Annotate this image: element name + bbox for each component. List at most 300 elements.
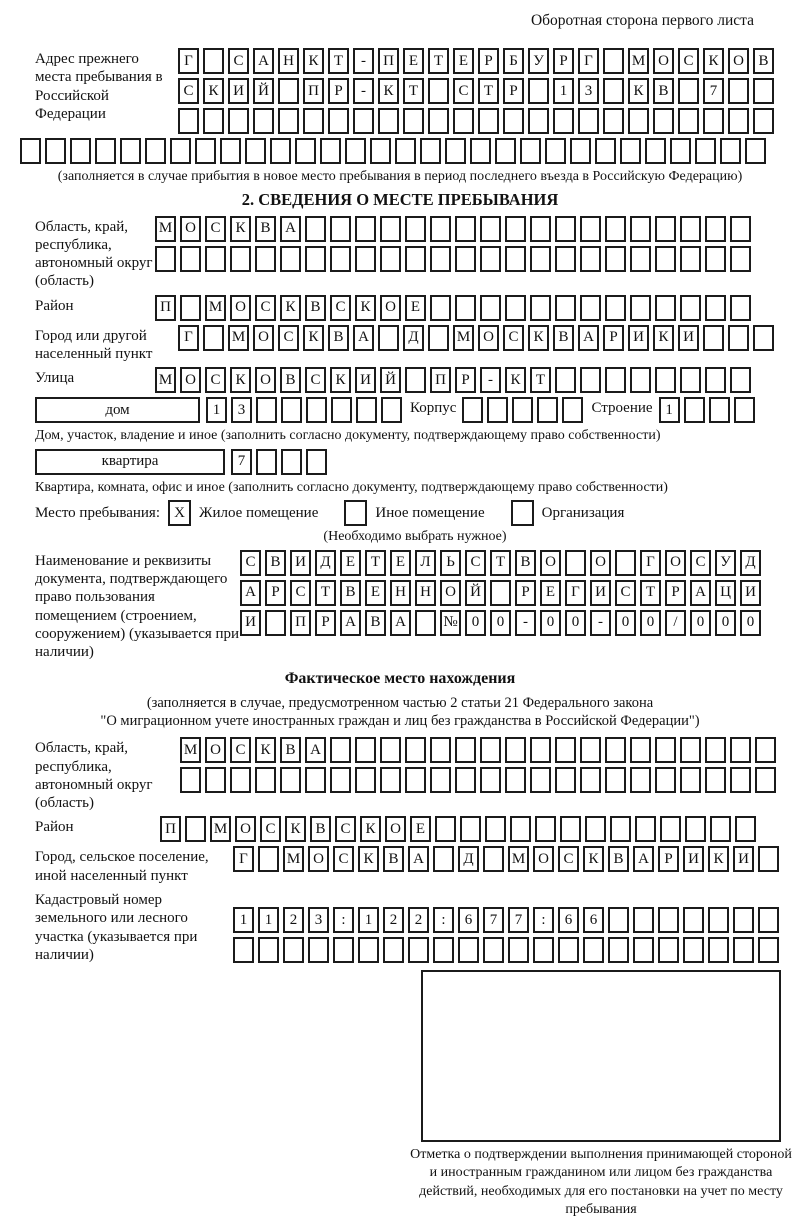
char-cell[interactable]: [608, 907, 629, 933]
char-cell[interactable]: [378, 325, 399, 351]
char-cell[interactable]: 2: [408, 907, 429, 933]
char-cell[interactable]: [653, 108, 674, 134]
char-cell[interactable]: [680, 216, 701, 242]
char-cell[interactable]: [490, 580, 511, 606]
char-cell[interactable]: [155, 246, 176, 272]
char-cell[interactable]: Г: [578, 48, 599, 74]
char-cell[interactable]: [695, 138, 716, 164]
char-cell[interactable]: Н: [390, 580, 411, 606]
char-cell[interactable]: [420, 138, 441, 164]
char-cell[interactable]: [405, 737, 426, 763]
char-cell[interactable]: [245, 138, 266, 164]
char-cell[interactable]: [330, 246, 351, 272]
char-cell[interactable]: [628, 108, 649, 134]
char-cell[interactable]: К: [360, 816, 381, 842]
char-cell[interactable]: 1: [206, 397, 227, 423]
char-cell[interactable]: [487, 397, 508, 423]
char-cell[interactable]: В: [383, 846, 404, 872]
char-cell[interactable]: Г: [640, 550, 661, 576]
char-cell[interactable]: [478, 108, 499, 134]
char-cell[interactable]: Б: [503, 48, 524, 74]
char-cell[interactable]: [528, 108, 549, 134]
char-cell[interactable]: А: [633, 846, 654, 872]
char-cell[interactable]: [328, 108, 349, 134]
char-cell[interactable]: [320, 138, 341, 164]
char-cell[interactable]: -: [353, 48, 374, 74]
char-cell[interactable]: [380, 737, 401, 763]
char-cell[interactable]: [630, 767, 651, 793]
char-cell[interactable]: А: [253, 48, 274, 74]
char-cell[interactable]: К: [303, 48, 324, 74]
char-cell[interactable]: [535, 816, 556, 842]
char-cell[interactable]: [730, 295, 751, 321]
char-cell[interactable]: [570, 138, 591, 164]
char-cell[interactable]: О: [205, 737, 226, 763]
char-cell[interactable]: Р: [658, 846, 679, 872]
char-cell[interactable]: [678, 108, 699, 134]
char-cell[interactable]: 0: [465, 610, 486, 636]
char-cell[interactable]: [705, 295, 726, 321]
char-cell[interactable]: [595, 138, 616, 164]
char-cell[interactable]: С: [465, 550, 486, 576]
char-cell[interactable]: С: [333, 846, 354, 872]
char-cell[interactable]: [708, 937, 729, 963]
char-cell[interactable]: [703, 325, 724, 351]
char-cell[interactable]: А: [240, 580, 261, 606]
char-cell[interactable]: К: [528, 325, 549, 351]
char-cell[interactable]: [460, 816, 481, 842]
char-cell[interactable]: [680, 246, 701, 272]
char-cell[interactable]: [708, 907, 729, 933]
char-cell[interactable]: Е: [410, 816, 431, 842]
char-cell[interactable]: [195, 138, 216, 164]
char-cell[interactable]: [730, 367, 751, 393]
char-cell[interactable]: 7: [483, 907, 504, 933]
char-cell[interactable]: [755, 767, 776, 793]
char-cell[interactable]: Т: [490, 550, 511, 576]
char-cell[interactable]: О: [385, 816, 406, 842]
char-cell[interactable]: С: [255, 295, 276, 321]
char-cell[interactable]: [510, 816, 531, 842]
char-cell[interactable]: [630, 295, 651, 321]
apartment-box[interactable]: [35, 449, 225, 475]
char-cell[interactable]: К: [230, 216, 251, 242]
char-cell[interactable]: [355, 246, 376, 272]
char-cell[interactable]: К: [285, 816, 306, 842]
char-cell[interactable]: [203, 108, 224, 134]
char-cell[interactable]: О: [180, 216, 201, 242]
char-cell[interactable]: [228, 108, 249, 134]
char-cell[interactable]: К: [330, 367, 351, 393]
char-cell[interactable]: [405, 767, 426, 793]
char-cell[interactable]: [428, 325, 449, 351]
char-cell[interactable]: [705, 737, 726, 763]
char-cell[interactable]: [730, 737, 751, 763]
char-cell[interactable]: А: [408, 846, 429, 872]
char-cell[interactable]: Т: [328, 48, 349, 74]
char-cell[interactable]: [253, 108, 274, 134]
char-cell[interactable]: И: [683, 846, 704, 872]
char-cell[interactable]: К: [303, 325, 324, 351]
char-cell[interactable]: [533, 937, 554, 963]
char-cell[interactable]: О: [540, 550, 561, 576]
char-cell[interactable]: 1: [659, 397, 680, 423]
char-cell[interactable]: [655, 246, 676, 272]
char-cell[interactable]: [306, 397, 327, 423]
char-cell[interactable]: [480, 216, 501, 242]
char-cell[interactable]: Н: [415, 580, 436, 606]
char-cell[interactable]: Й: [253, 78, 274, 104]
char-cell[interactable]: [480, 737, 501, 763]
char-cell[interactable]: В: [653, 78, 674, 104]
char-cell[interactable]: А: [340, 610, 361, 636]
char-cell[interactable]: О: [478, 325, 499, 351]
char-cell[interactable]: [705, 216, 726, 242]
char-cell[interactable]: И: [240, 610, 261, 636]
char-cell[interactable]: 3: [231, 397, 252, 423]
char-cell[interactable]: 7: [231, 449, 252, 475]
char-cell[interactable]: [45, 138, 66, 164]
stay-type-checkbox-residential[interactable]: X: [168, 500, 191, 526]
char-cell[interactable]: [733, 937, 754, 963]
char-cell[interactable]: [530, 737, 551, 763]
char-cell[interactable]: 1: [258, 907, 279, 933]
char-cell[interactable]: О: [665, 550, 686, 576]
char-cell[interactable]: 1: [358, 907, 379, 933]
char-cell[interactable]: А: [578, 325, 599, 351]
char-cell[interactable]: 0: [740, 610, 761, 636]
char-cell[interactable]: [680, 367, 701, 393]
char-cell[interactable]: Г: [178, 48, 199, 74]
char-cell[interactable]: [703, 108, 724, 134]
char-cell[interactable]: 0: [640, 610, 661, 636]
char-cell[interactable]: Т: [428, 48, 449, 74]
char-cell[interactable]: [353, 108, 374, 134]
char-cell[interactable]: 2: [383, 907, 404, 933]
char-cell[interactable]: :: [533, 907, 554, 933]
char-cell[interactable]: [580, 246, 601, 272]
char-cell[interactable]: А: [690, 580, 711, 606]
char-cell[interactable]: [120, 138, 141, 164]
char-cell[interactable]: В: [280, 737, 301, 763]
char-cell[interactable]: К: [203, 78, 224, 104]
char-cell[interactable]: [381, 397, 402, 423]
char-cell[interactable]: К: [255, 737, 276, 763]
char-cell[interactable]: [430, 246, 451, 272]
char-cell[interactable]: [680, 295, 701, 321]
char-cell[interactable]: К: [378, 78, 399, 104]
char-cell[interactable]: [680, 737, 701, 763]
char-cell[interactable]: О: [653, 48, 674, 74]
char-cell[interactable]: [185, 816, 206, 842]
char-cell[interactable]: [333, 937, 354, 963]
char-cell[interactable]: 0: [540, 610, 561, 636]
char-cell[interactable]: [580, 737, 601, 763]
char-cell[interactable]: [734, 397, 755, 423]
char-cell[interactable]: [485, 816, 506, 842]
char-cell[interactable]: О: [230, 295, 251, 321]
char-cell[interactable]: К: [230, 367, 251, 393]
char-cell[interactable]: С: [205, 216, 226, 242]
char-cell[interactable]: С: [335, 816, 356, 842]
char-cell[interactable]: К: [358, 846, 379, 872]
char-cell[interactable]: С: [558, 846, 579, 872]
char-cell[interactable]: Т: [365, 550, 386, 576]
char-cell[interactable]: Е: [390, 550, 411, 576]
char-cell[interactable]: [430, 295, 451, 321]
char-cell[interactable]: [530, 246, 551, 272]
char-cell[interactable]: [730, 246, 751, 272]
char-cell[interactable]: 0: [490, 610, 511, 636]
char-cell[interactable]: [545, 138, 566, 164]
char-cell[interactable]: [755, 737, 776, 763]
char-cell[interactable]: О: [440, 580, 461, 606]
char-cell[interactable]: [705, 246, 726, 272]
char-cell[interactable]: [428, 78, 449, 104]
char-cell[interactable]: [730, 767, 751, 793]
char-cell[interactable]: [503, 108, 524, 134]
char-cell[interactable]: [178, 108, 199, 134]
char-cell[interactable]: [306, 449, 327, 475]
char-cell[interactable]: [620, 138, 641, 164]
char-cell[interactable]: [453, 108, 474, 134]
char-cell[interactable]: [709, 397, 730, 423]
char-cell[interactable]: [753, 325, 774, 351]
char-cell[interactable]: В: [608, 846, 629, 872]
char-cell[interactable]: :: [433, 907, 454, 933]
stay-type-checkbox-organization[interactable]: [511, 500, 534, 526]
char-cell[interactable]: Т: [640, 580, 661, 606]
char-cell[interactable]: Д: [740, 550, 761, 576]
char-cell[interactable]: 6: [558, 907, 579, 933]
char-cell[interactable]: [660, 816, 681, 842]
char-cell[interactable]: Д: [403, 325, 424, 351]
char-cell[interactable]: 7: [508, 907, 529, 933]
char-cell[interactable]: [730, 216, 751, 242]
char-cell[interactable]: [560, 816, 581, 842]
char-cell[interactable]: В: [365, 610, 386, 636]
char-cell[interactable]: [655, 767, 676, 793]
char-cell[interactable]: [684, 397, 705, 423]
char-cell[interactable]: [728, 108, 749, 134]
char-cell[interactable]: [655, 216, 676, 242]
char-cell[interactable]: [728, 325, 749, 351]
char-cell[interactable]: [378, 108, 399, 134]
char-cell[interactable]: [356, 397, 377, 423]
char-cell[interactable]: [345, 138, 366, 164]
char-cell[interactable]: Р: [665, 580, 686, 606]
char-cell[interactable]: [633, 907, 654, 933]
char-cell[interactable]: 0: [565, 610, 586, 636]
char-cell[interactable]: [480, 295, 501, 321]
char-cell[interactable]: [483, 846, 504, 872]
char-cell[interactable]: 1: [553, 78, 574, 104]
char-cell[interactable]: [555, 246, 576, 272]
char-cell[interactable]: 7: [703, 78, 724, 104]
char-cell[interactable]: [95, 138, 116, 164]
char-cell[interactable]: [355, 737, 376, 763]
char-cell[interactable]: [583, 937, 604, 963]
char-cell[interactable]: М: [180, 737, 201, 763]
char-cell[interactable]: [280, 767, 301, 793]
char-cell[interactable]: С: [178, 78, 199, 104]
char-cell[interactable]: 0: [690, 610, 711, 636]
char-cell[interactable]: [685, 816, 706, 842]
char-cell[interactable]: Е: [540, 580, 561, 606]
char-cell[interactable]: [678, 78, 699, 104]
char-cell[interactable]: [578, 108, 599, 134]
char-cell[interactable]: К: [628, 78, 649, 104]
char-cell[interactable]: Т: [403, 78, 424, 104]
char-cell[interactable]: [758, 937, 779, 963]
char-cell[interactable]: О: [255, 367, 276, 393]
char-cell[interactable]: [445, 138, 466, 164]
char-cell[interactable]: В: [340, 580, 361, 606]
char-cell[interactable]: [220, 138, 241, 164]
char-cell[interactable]: [230, 246, 251, 272]
char-cell[interactable]: С: [240, 550, 261, 576]
char-cell[interactable]: М: [628, 48, 649, 74]
char-cell[interactable]: Ь: [440, 550, 461, 576]
char-cell[interactable]: С: [260, 816, 281, 842]
char-cell[interactable]: [505, 737, 526, 763]
char-cell[interactable]: [265, 610, 286, 636]
char-cell[interactable]: [655, 295, 676, 321]
char-cell[interactable]: [605, 216, 626, 242]
char-cell[interactable]: С: [278, 325, 299, 351]
char-cell[interactable]: П: [160, 816, 181, 842]
char-cell[interactable]: Р: [478, 48, 499, 74]
char-cell[interactable]: [610, 816, 631, 842]
char-cell[interactable]: [630, 737, 651, 763]
char-cell[interactable]: [753, 78, 774, 104]
char-cell[interactable]: [555, 767, 576, 793]
char-cell[interactable]: [270, 138, 291, 164]
char-cell[interactable]: Д: [458, 846, 479, 872]
char-cell[interactable]: [455, 246, 476, 272]
char-cell[interactable]: [383, 937, 404, 963]
char-cell[interactable]: [633, 937, 654, 963]
char-cell[interactable]: [455, 767, 476, 793]
char-cell[interactable]: [733, 907, 754, 933]
char-cell[interactable]: В: [265, 550, 286, 576]
char-cell[interactable]: [395, 138, 416, 164]
char-cell[interactable]: [470, 138, 491, 164]
char-cell[interactable]: М: [228, 325, 249, 351]
char-cell[interactable]: [603, 78, 624, 104]
char-cell[interactable]: Т: [530, 367, 551, 393]
char-cell[interactable]: 1: [233, 907, 254, 933]
char-cell[interactable]: [630, 246, 651, 272]
char-cell[interactable]: [380, 246, 401, 272]
char-cell[interactable]: [180, 295, 201, 321]
char-cell[interactable]: [555, 367, 576, 393]
char-cell[interactable]: [462, 397, 483, 423]
char-cell[interactable]: -: [590, 610, 611, 636]
char-cell[interactable]: 6: [458, 907, 479, 933]
char-cell[interactable]: К: [505, 367, 526, 393]
char-cell[interactable]: [505, 767, 526, 793]
char-cell[interactable]: Е: [453, 48, 474, 74]
char-cell[interactable]: [355, 767, 376, 793]
char-cell[interactable]: [605, 246, 626, 272]
char-cell[interactable]: А: [353, 325, 374, 351]
char-cell[interactable]: [230, 767, 251, 793]
char-cell[interactable]: К: [583, 846, 604, 872]
char-cell[interactable]: [281, 449, 302, 475]
char-cell[interactable]: [480, 767, 501, 793]
char-cell[interactable]: Р: [515, 580, 536, 606]
char-cell[interactable]: 0: [715, 610, 736, 636]
char-cell[interactable]: О: [380, 295, 401, 321]
char-cell[interactable]: К: [653, 325, 674, 351]
char-cell[interactable]: Р: [603, 325, 624, 351]
char-cell[interactable]: [255, 767, 276, 793]
char-cell[interactable]: У: [715, 550, 736, 576]
char-cell[interactable]: 0: [615, 610, 636, 636]
char-cell[interactable]: [278, 108, 299, 134]
char-cell[interactable]: О: [180, 367, 201, 393]
char-cell[interactable]: Л: [415, 550, 436, 576]
char-cell[interactable]: [528, 78, 549, 104]
char-cell[interactable]: О: [728, 48, 749, 74]
char-cell[interactable]: [433, 937, 454, 963]
char-cell[interactable]: [305, 246, 326, 272]
char-cell[interactable]: [608, 937, 629, 963]
char-cell[interactable]: [258, 937, 279, 963]
char-cell[interactable]: М: [453, 325, 474, 351]
char-cell[interactable]: [555, 216, 576, 242]
char-cell[interactable]: [258, 846, 279, 872]
char-cell[interactable]: [683, 937, 704, 963]
char-cell[interactable]: [585, 816, 606, 842]
char-cell[interactable]: И: [355, 367, 376, 393]
char-cell[interactable]: [455, 216, 476, 242]
char-cell[interactable]: [670, 138, 691, 164]
char-cell[interactable]: [256, 397, 277, 423]
char-cell[interactable]: [758, 846, 779, 872]
char-cell[interactable]: Д: [315, 550, 336, 576]
char-cell[interactable]: [281, 397, 302, 423]
char-cell[interactable]: Е: [365, 580, 386, 606]
char-cell[interactable]: [753, 108, 774, 134]
char-cell[interactable]: П: [303, 78, 324, 104]
char-cell[interactable]: Р: [328, 78, 349, 104]
char-cell[interactable]: [508, 937, 529, 963]
char-cell[interactable]: [480, 246, 501, 272]
char-cell[interactable]: [330, 216, 351, 242]
char-cell[interactable]: В: [553, 325, 574, 351]
char-cell[interactable]: [565, 550, 586, 576]
char-cell[interactable]: [505, 216, 526, 242]
char-cell[interactable]: И: [733, 846, 754, 872]
char-cell[interactable]: [505, 295, 526, 321]
char-cell[interactable]: [555, 737, 576, 763]
char-cell[interactable]: [308, 937, 329, 963]
char-cell[interactable]: С: [230, 737, 251, 763]
char-cell[interactable]: С: [228, 48, 249, 74]
char-cell[interactable]: В: [280, 367, 301, 393]
char-cell[interactable]: [355, 216, 376, 242]
char-cell[interactable]: 3: [308, 907, 329, 933]
char-cell[interactable]: [280, 246, 301, 272]
char-cell[interactable]: [603, 48, 624, 74]
char-cell[interactable]: [728, 78, 749, 104]
char-cell[interactable]: Г: [178, 325, 199, 351]
char-cell[interactable]: О: [533, 846, 554, 872]
char-cell[interactable]: [710, 816, 731, 842]
char-cell[interactable]: [680, 767, 701, 793]
